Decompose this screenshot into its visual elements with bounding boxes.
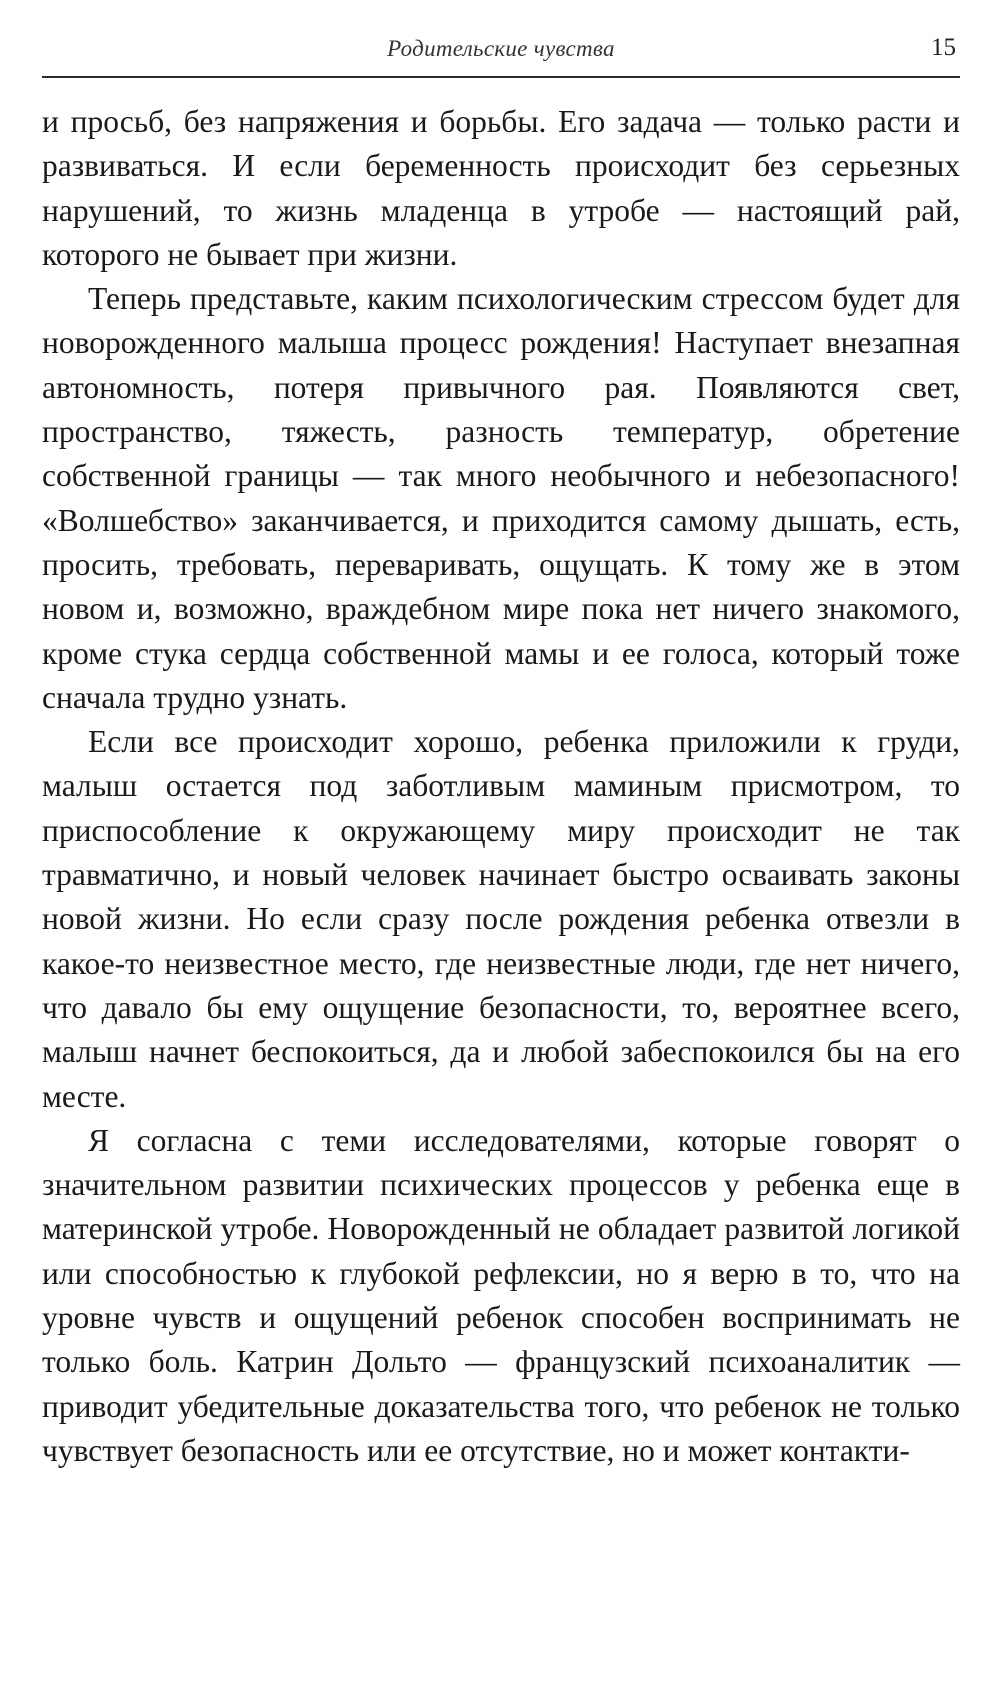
paragraph-continued: и просьб, без напряжения и борьбы. Его задача — только расти и развиваться. И если беременность происходит без серьезных нарушений, то жизнь младенца в утробе — настоящий рай, которого не бывает при жизни. (42, 104, 960, 272)
paragraph-adaptation: Если все происходит хорошо, ребенка приложили к груди, малыш остается под заботливым маминым присмотром, то приспособление к окружающему миру происходит не так травматично, и новый человек начинает быстро осваивать законы новой жизни. Но если сразу после рождения ребенка отвезли в какое-то неизвестное место, где неизвестные люди, где нет ничего, что давало бы ему ощущение безопасности, то, вероятнее всего, малыш начнет беспокоиться, да и любой забеспокоился бы на его месте. (42, 724, 960, 1114)
page-number: 15 (931, 34, 956, 61)
running-header (42, 34, 960, 78)
body-text (42, 100, 960, 1473)
paragraph-birth-stress: Теперь представьте, каким психологическим стрессом будет для новорожденного малыша процесс рождения! Наступает внезапная автономность, потеря привычного рая. Появляются свет, пространство, тяжесть, разность температур, обретение собственной границы — так много необычного и небезопасного! «Волшебство» заканчивается, и приходится самому дышать, есть, просить, требовать, переваривать, ощущать. К тому же в этом новом и, возможно, враждебном мире пока нет ничего знакомого, кроме стука сердца собственной мамы и ее голоса, который тоже сначала трудно узнать. (42, 281, 960, 715)
running-title: Родительские чувства (387, 36, 615, 61)
paragraph-research: Я согласна с теми исследователями, которые говорят о значительном развитии психических процессов у ребенка еще в материнской утробе. Новорожденный не обладает развитой логикой или способностью к глубокой рефлексии, но я верю в то, что на уровне чувств и ощущений ребенок способен воспринимать не только боль. Катрин Дольто — французский психоаналитик — приводит убедительные доказательства того, что ребенок не только чувствует безопасность или ее отсутствие, но и может контакти- (42, 1122, 960, 1468)
